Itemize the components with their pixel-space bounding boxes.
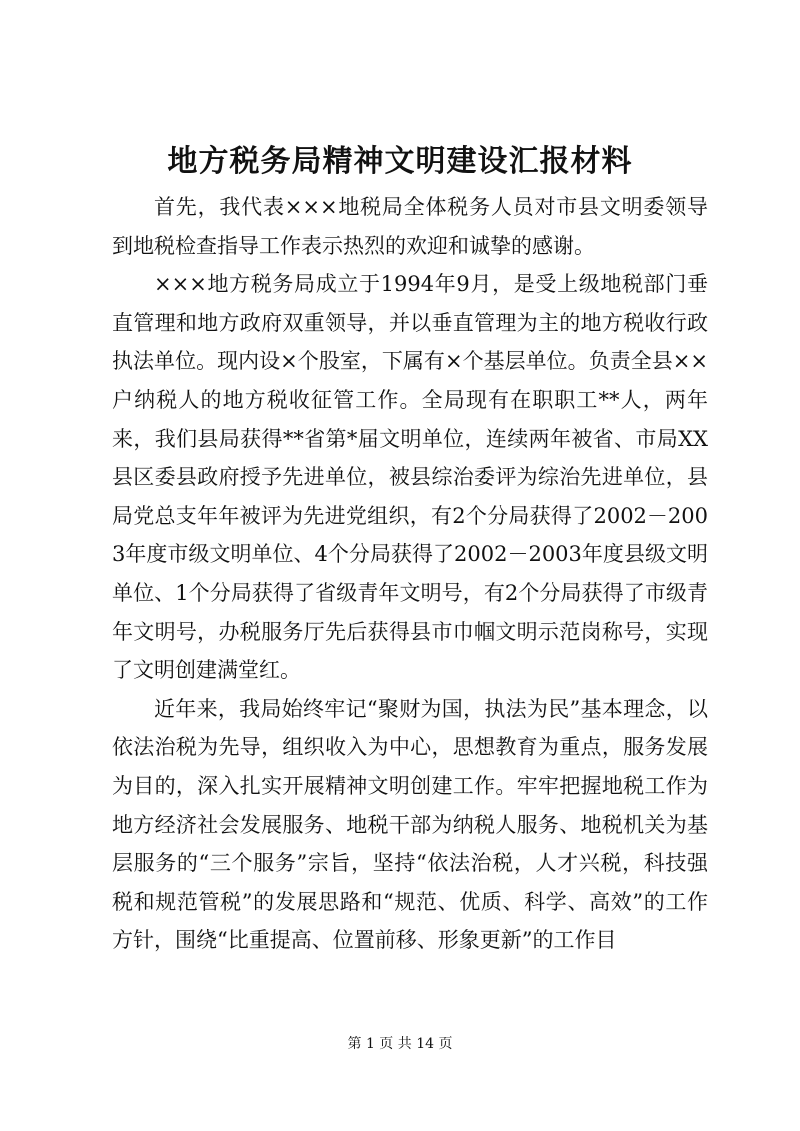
paragraph-bureau-overview: ×××地方税务局成立于1994年9月，是受上级地税部门垂直管理和地方政府双重领导，并以垂直管理为主的地方税收行政执法单位。现内设×个股室，下属有×个基层单位。负责全县××户纳税人的地方税收征管工作。全局现有在职职工**人，两年来，我们县局获得**省第*届文明单位，连续两年被省、市局XX县区委县政府授予先进单位，被县综治委评为综治先进单位，县局党总支年年被评为先进党组织，有2个分局获得了2002－2003年度市级文明单位、4个分局获得了2002－2003年度县级文明单位、1个分局获得了省级青年文明号，有2个分局获得了市级青年文明号，办税服务厅先后获得县市巾帼文明示范岗称号，实现了文明创建满堂红。 xyxy=(112,272,708,683)
paragraph-greeting: 首先，我代表×××地税局全体税务人员对市县文明委领导到地税检查指导工作表示热烈的欢迎和诚挚的感谢。 xyxy=(112,195,708,258)
document-body xyxy=(112,188,708,960)
paragraph-recent-work: 近年来，我局始终牢记“聚财为国，执法为民”基本理念，以依法治税为先导，组织收入为中心，思想教育为重点，服务发展为目的，深入扎实开展精神文明创建工作。牢牢把握地税工作为地方经济社会发展服务、地税干部为纳税人服务、地税机关为基层服务的“三个服务”宗旨，坚持“依法治税，人才兴税，科技强税和规范管税”的发展思路和“规范、优质、科学、高效”的工作方针，围绕“比重提高、位置前移、形象更新”的工作目 xyxy=(112,696,708,953)
document-title: 地方税务局精神文明建设汇报材料 xyxy=(167,144,633,179)
page-footer: 第 1 页 共 14 页 xyxy=(347,1036,453,1052)
